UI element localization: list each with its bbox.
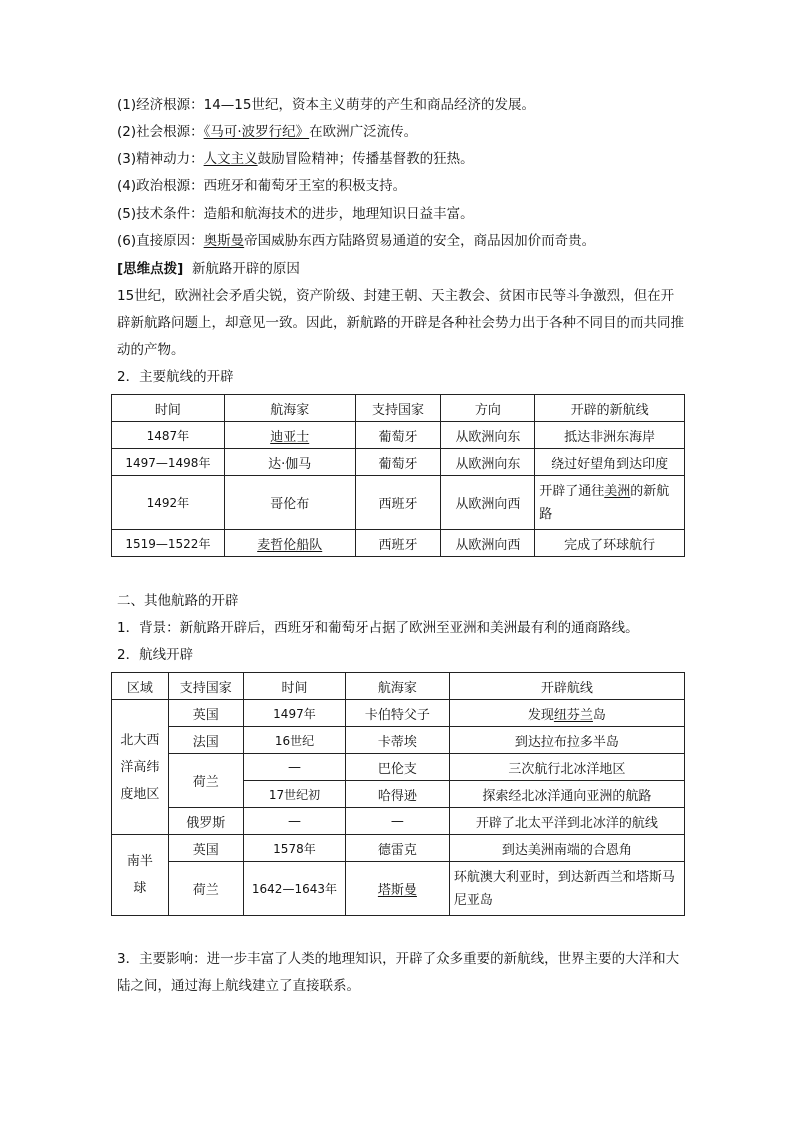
impact-paragraph: 3．主要影响：进一步丰富了人类的地理知识，开辟了众多重要的新航线，世界主要的大洋和大陆之间，通过海上航线建立了直接联系。 (117, 951, 680, 994)
table-header-row: 时间 航海家 支持国家 方向 开辟的新航线 (112, 395, 685, 422)
item-economic: (1)经济根源：14—15世纪，资本主义萌芽的产生和商品经济的发展。 (117, 97, 535, 113)
thinking-paragraph: 15世纪，欧洲社会矛盾尖锐，资产阶级、封建王朝、天主教会、贫困市民等斗争激烈，但在开辟新航路问题上，却意见一致。因此，新航路的开辟是各种社会势力出于各种不同目的而共同推动的产物。 (117, 288, 684, 358)
table-row: 1519—1522年 麦哲伦船队 西班牙 从欧洲向西 完成了环球航行 (112, 530, 685, 557)
table-row: 俄罗斯 — — 开辟了北太平洋到北冰洋的航线 (112, 808, 685, 835)
thinking-heading: [思维点拨] 新航路开辟的原因 (117, 261, 300, 277)
table-header-row: 区域 支持国家 时间 航海家 开辟航线 (112, 673, 685, 700)
humanism-link[interactable]: 人文主义 (203, 151, 258, 167)
section2-background: 1．背景：新航路开辟后，西班牙和葡萄牙占据了欧洲至亚洲和美洲最有利的通商路线。 (117, 620, 639, 636)
table-row: 17世纪初 哈得逊 探索经北冰洋通向亚洲的航路 (112, 781, 685, 808)
table-row: 1487年 迪亚士 葡萄牙 从欧洲向东 抵达非洲东海岸 (112, 422, 685, 449)
routes-heading: 2．主要航线的开辟 (117, 369, 234, 385)
region-north-cell: 北大西洋高纬度地区 (112, 700, 169, 835)
table-row: 北大西洋高纬度地区 英国 1497年 卡伯特父子 发现纽芬兰岛 (112, 700, 685, 727)
item-technical: (5)技术条件：造船和航海技术的进步，地理知识日益丰富。 (117, 206, 474, 222)
table-row: 荷兰 — 巴伦支 三次航行北冰洋地区 (112, 754, 685, 781)
table-row: 1497—1498年 达·伽马 葡萄牙 从欧洲向东 绕过好望角到达印度 (112, 449, 685, 476)
ottoman-link[interactable]: 奥斯曼 (203, 233, 245, 249)
tasman-link[interactable]: 塔斯曼 (377, 883, 417, 898)
item-political: (4)政治根源：西班牙和葡萄牙王室的积极支持。 (117, 178, 407, 194)
section2-heading: 2．航线开辟 (117, 647, 194, 663)
region-south-cell: 南半球 (112, 835, 169, 916)
marco-polo-link[interactable]: 《马可·波罗行纪》 (203, 124, 310, 140)
table-row: 南半球 英国 1578年 德雷克 到达美洲南端的合恩角 (112, 835, 685, 862)
america-link[interactable]: 美洲 (604, 483, 631, 499)
magellan-link[interactable]: 麦哲伦船队 (257, 537, 323, 553)
table-row: 荷兰 1642—1643年 塔斯曼 环航澳大利亚时，到达新西兰和塔斯马尼亚岛 (112, 862, 685, 916)
table-row: 1492年 哥伦布 西班牙 从欧洲向西 开辟了通往美洲的新航路 (112, 476, 685, 530)
other-routes-table (111, 672, 685, 916)
main-routes-table (111, 394, 685, 557)
item-direct: (6)直接原因：奥斯曼帝国威胁东西方陆路贸易通道的安全，商品因加价而奇贵。 (117, 233, 596, 249)
dias-link[interactable]: 迪亚士 (270, 429, 310, 445)
item-spiritual: (3)精神动力：人文主义鼓励冒险精神；传播基督教的狂热。 (117, 151, 474, 167)
table-row: 法国 16世纪 卡蒂埃 到达拉布拉多半岛 (112, 727, 685, 754)
newfoundland-link[interactable]: 纽芬兰 (553, 707, 593, 723)
section2-title: 二、其他航路的开辟 (117, 593, 239, 609)
item-social: (2)社会根源：《马可·波罗行纪》在欧洲广泛流传。 (117, 124, 418, 140)
